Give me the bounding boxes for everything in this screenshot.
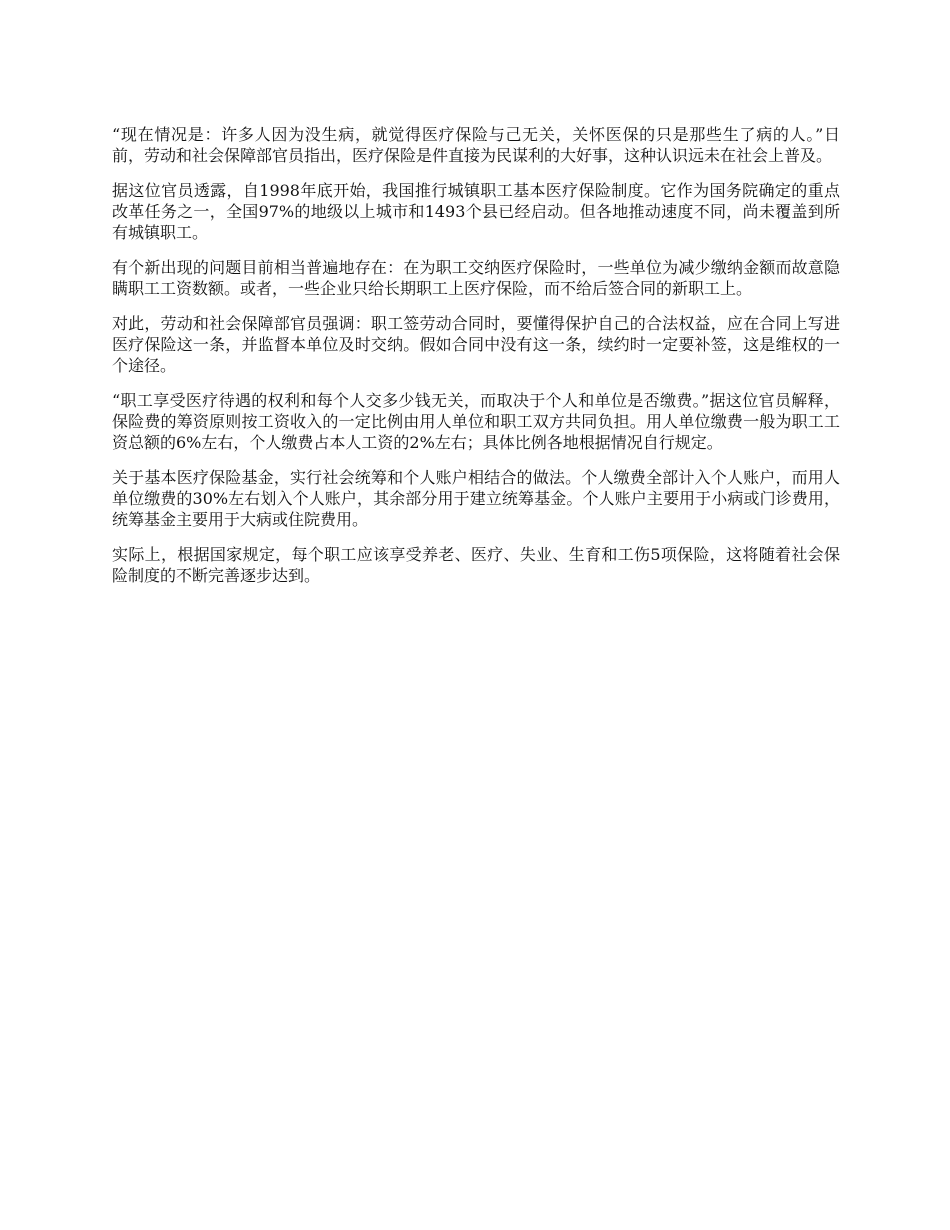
paragraph-3: 有个新出现的问题目前相当普遍地存在：在为职工交纳医疗保险时，一些单位为减少缴纳金额而故意隐瞒职工工资数额。或者，一些企业只给长期职工上医疗保险，而不给后签合同的新职工上。 [112, 258, 840, 298]
paragraph-1: “现在情况是：许多人因为没生病，就觉得医疗保险与己无关，关怀医保的只是那些生了病的人。”日前，劳动和社会保障部官员指出，医疗保险是件直接为民谋利的大好事，这种认识远未在社会上普及。 [112, 125, 840, 165]
paragraph-5: “职工享受医疗待遇的权利和每个人交多少钱无关，而取决于个人和单位是否缴费。”据这位官员解释，保险费的筹资原则按工资收入的一定比例由用人单位和职工双方共同负担。用人单位缴费一般为职工工资总额的6%左右，个人缴费占本人工资的2%左右；具体比例各地根据情况自行规定。 [112, 391, 840, 452]
paragraph-2: 据这位官员透露，自1998年底开始，我国推行城镇职工基本医疗保险制度。它作为国务院确定的重点改革任务之一，全国97%的地级以上城市和1493个县已经启动。但各地推动速度不同，尚未覆盖到所有城镇职工。 [112, 181, 840, 242]
document-body [112, 124, 840, 600]
paragraph-4: 对此，劳动和社会保障部官员强调：职工签劳动合同时，要懂得保护自己的合法权益，应在合同上写进医疗保险这一条，并监督本单位及时交纳。假如合同中没有这一条，续约时一定要补签，这是维权的一个途径。 [112, 314, 840, 375]
paragraph-7: 实际上，根据国家规定，每个职工应该享受养老、医疗、失业、生育和工伤5项保险，这将随着社会保险制度的不断完善逐步达到。 [112, 545, 840, 585]
paragraph-6: 关于基本医疗保险基金，实行社会统筹和个人账户相结合的做法。个人缴费全部计入个人账户，而用人单位缴费的30%左右划入个人账户，其余部分用于建立统筹基金。个人账户主要用于小病或门诊费用，统筹基金主要用于大病或住院费用。 [112, 468, 840, 529]
